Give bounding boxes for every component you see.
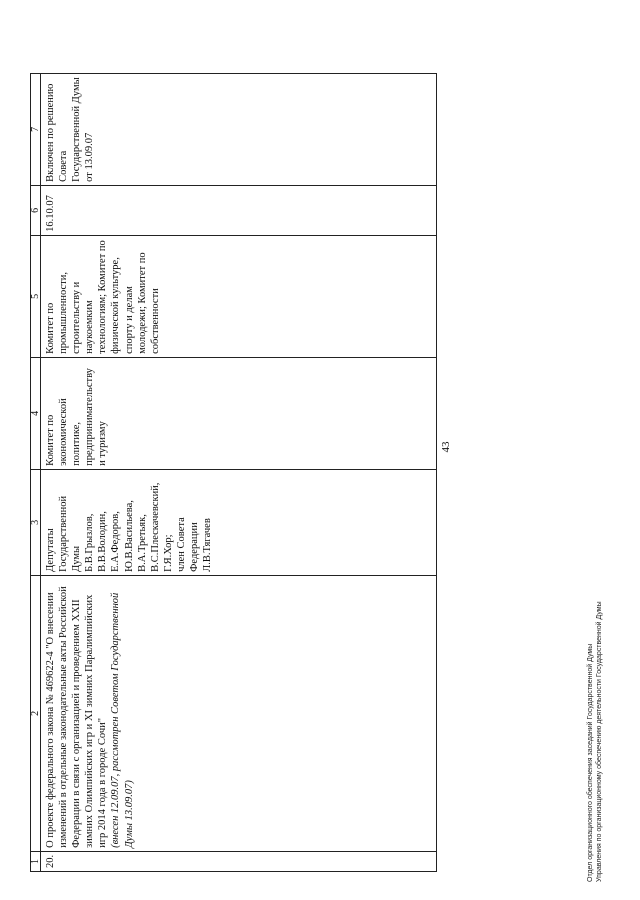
- table-row: [41, 73, 437, 871]
- column-header-2: 2: [31, 575, 41, 851]
- row-number: 20.: [41, 851, 437, 871]
- author-line: В.С.Плескачевский,: [149, 482, 161, 572]
- column-header-4: 4: [31, 357, 41, 469]
- author-line: Г.Я.Хор;: [162, 534, 174, 572]
- responsible-committee: Комитет по экономической политике, предпринимательству и туризму: [41, 357, 437, 469]
- bill-title-cell: [41, 575, 437, 851]
- bills-table: [30, 73, 437, 872]
- page-number: 43: [440, 441, 452, 453]
- footer-line-2: Управления по организационному обеспечению деятельности Государственной Думы: [596, 601, 603, 882]
- column-header-1: 1: [31, 851, 41, 871]
- header-row: [31, 73, 41, 871]
- date-cell: 16.10.07: [41, 185, 437, 235]
- column-header-7: 7: [31, 73, 41, 185]
- author-line: Ю.В.Васильева,: [123, 500, 135, 572]
- author-line: Депутаты Государственной Думы: [45, 495, 83, 572]
- table-bottom-border: [436, 73, 437, 871]
- author-line: Б.В.Грызлов,: [84, 513, 96, 572]
- author-line: В.В.Володин,: [97, 511, 109, 572]
- author-line: член Совета Федерации: [175, 517, 201, 572]
- footer: [586, 601, 604, 882]
- author-line: Л.В.Тягачев: [202, 518, 214, 572]
- co-committees: Комитет по промышленности, строительству и наукоемким технологиям; Комитет по физической культуре, спорту и делам молодежи; Комитет по собственности: [41, 235, 437, 357]
- bill-title: О проекте федерального закона № 469622-4 "О внесении изменений в отдельные законодательные акты Российской Федерации в связи с организацией и проведением XXII зимних Олимпийских игр и XI зимних Паралимпийских игр 2014 года в городе Сочи": [45, 586, 109, 848]
- authors-cell: [41, 469, 437, 575]
- column-header-5: 5: [31, 235, 41, 357]
- author-line: В.А.Третьяк,: [136, 514, 148, 572]
- footer-line-1: Отдел организационного обеспечения заседаний Государственной Думы: [587, 643, 594, 882]
- status-cell: Включен по решению Совета Государственной Думы от 13.09.07: [41, 73, 437, 185]
- column-header-3: 3: [31, 469, 41, 575]
- bill-note: (внесен 12.09.07, рассмотрен Советом Государственной Думы 13.09.07): [110, 592, 135, 848]
- column-header-6: 6: [31, 185, 41, 235]
- author-line: Е.А.Федоров,: [110, 511, 122, 572]
